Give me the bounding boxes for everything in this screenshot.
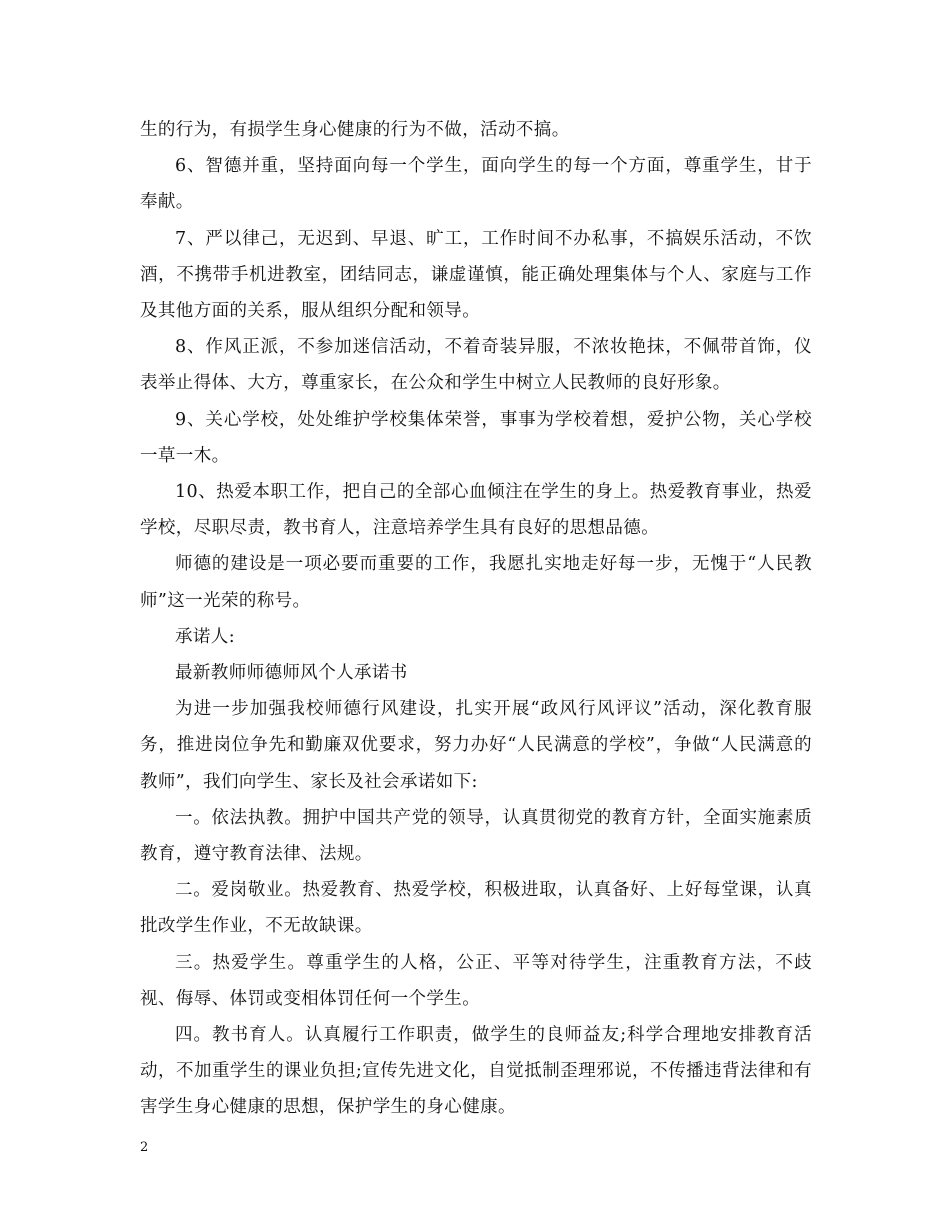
paragraph-intro: 为进一步加强我校师德行风建设，扎实开展“政风行风评议”活动，深化教育服务，推进岗位争先和勤廉双优要求，努力办好“人民满意的学校”，争做“人民满意的教师”，我们向学生、家长及社会承诺如下: xyxy=(140,699,812,792)
paragraph-item-9: 9、关心学校，处处维护学校集体荣誉，事事为学校着想，爱护公物，关心学校一草一木。 xyxy=(140,409,812,466)
paragraph-item-7: 7、严以律己，无迟到、早退、旷工，工作时间不办私事，不搞娱乐活动，不饮酒，不携带手机进教室，团结同志，谦虚谨慎，能正确处理集体与个人、家庭与工作及其他方面的关系，服从组织分配和领导。 xyxy=(140,228,812,322)
paragraph-commitment-2: 二。爱岗敬业。热爱教育、热爱学校，积极进取，认真备好、上好每堂课，认真批改学生作业，不无故缺课。 xyxy=(140,880,812,937)
section-title: 最新教师师德师风个人承诺书 xyxy=(175,663,408,684)
paragraph-item-6: 6、智德并重，坚持面向每一个学生，面向学生的每一个方面，尊重学生，甘于奉献。 xyxy=(140,156,812,213)
document-body xyxy=(140,112,812,1126)
paragraph-commitment-4: 四。教书育人。认真履行工作职责，做学生的良师益友;科学合理地安排教育活动，不加重学生的课业负担;宣传先进文化，自觉抵制歪理邪说，不传播违背法律和有害学生身心健康的思想，保护学生的身心健康。 xyxy=(140,1025,812,1118)
paragraph-closing: 师德的建设是一项必要而重要的工作，我愿扎实地走好每一步，无愧于“人民教师”这一光荣的称号。 xyxy=(140,554,812,611)
paragraph-continuation: 生的行为，有损学生身心健康的行为不做，活动不搞。 xyxy=(140,120,570,140)
page-number: 2 xyxy=(140,1140,149,1155)
paragraph-item-10: 10、热爱本职工作，把自己的全部心血倾注在学生的身上。热爱教育事业，热爱学校，尽职尽责，教书育人，注意培养学生具有良好的思想品德。 xyxy=(140,482,812,539)
paragraph-item-8: 8、作风正派，不参加迷信活动，不着奇装异服，不浓妆艳抹，不佩带首饰，仪表举止得体、大方，尊重家长，在公众和学生中树立人民教师的良好形象。 xyxy=(140,337,812,394)
paragraph-commitment-1: 一。依法执教。拥护中国共产党的领导，认真贯彻党的教育方针，全面实施素质教育，遵守教育法律、法规。 xyxy=(140,807,812,865)
paragraph-signatory: 承诺人: xyxy=(175,626,235,647)
paragraph-commitment-3: 三。热爱学生。尊重学生的人格，公正、平等对待学生，注重教育方法，不歧视、侮辱、体罚或变相体罚任何一个学生。 xyxy=(140,952,812,1009)
